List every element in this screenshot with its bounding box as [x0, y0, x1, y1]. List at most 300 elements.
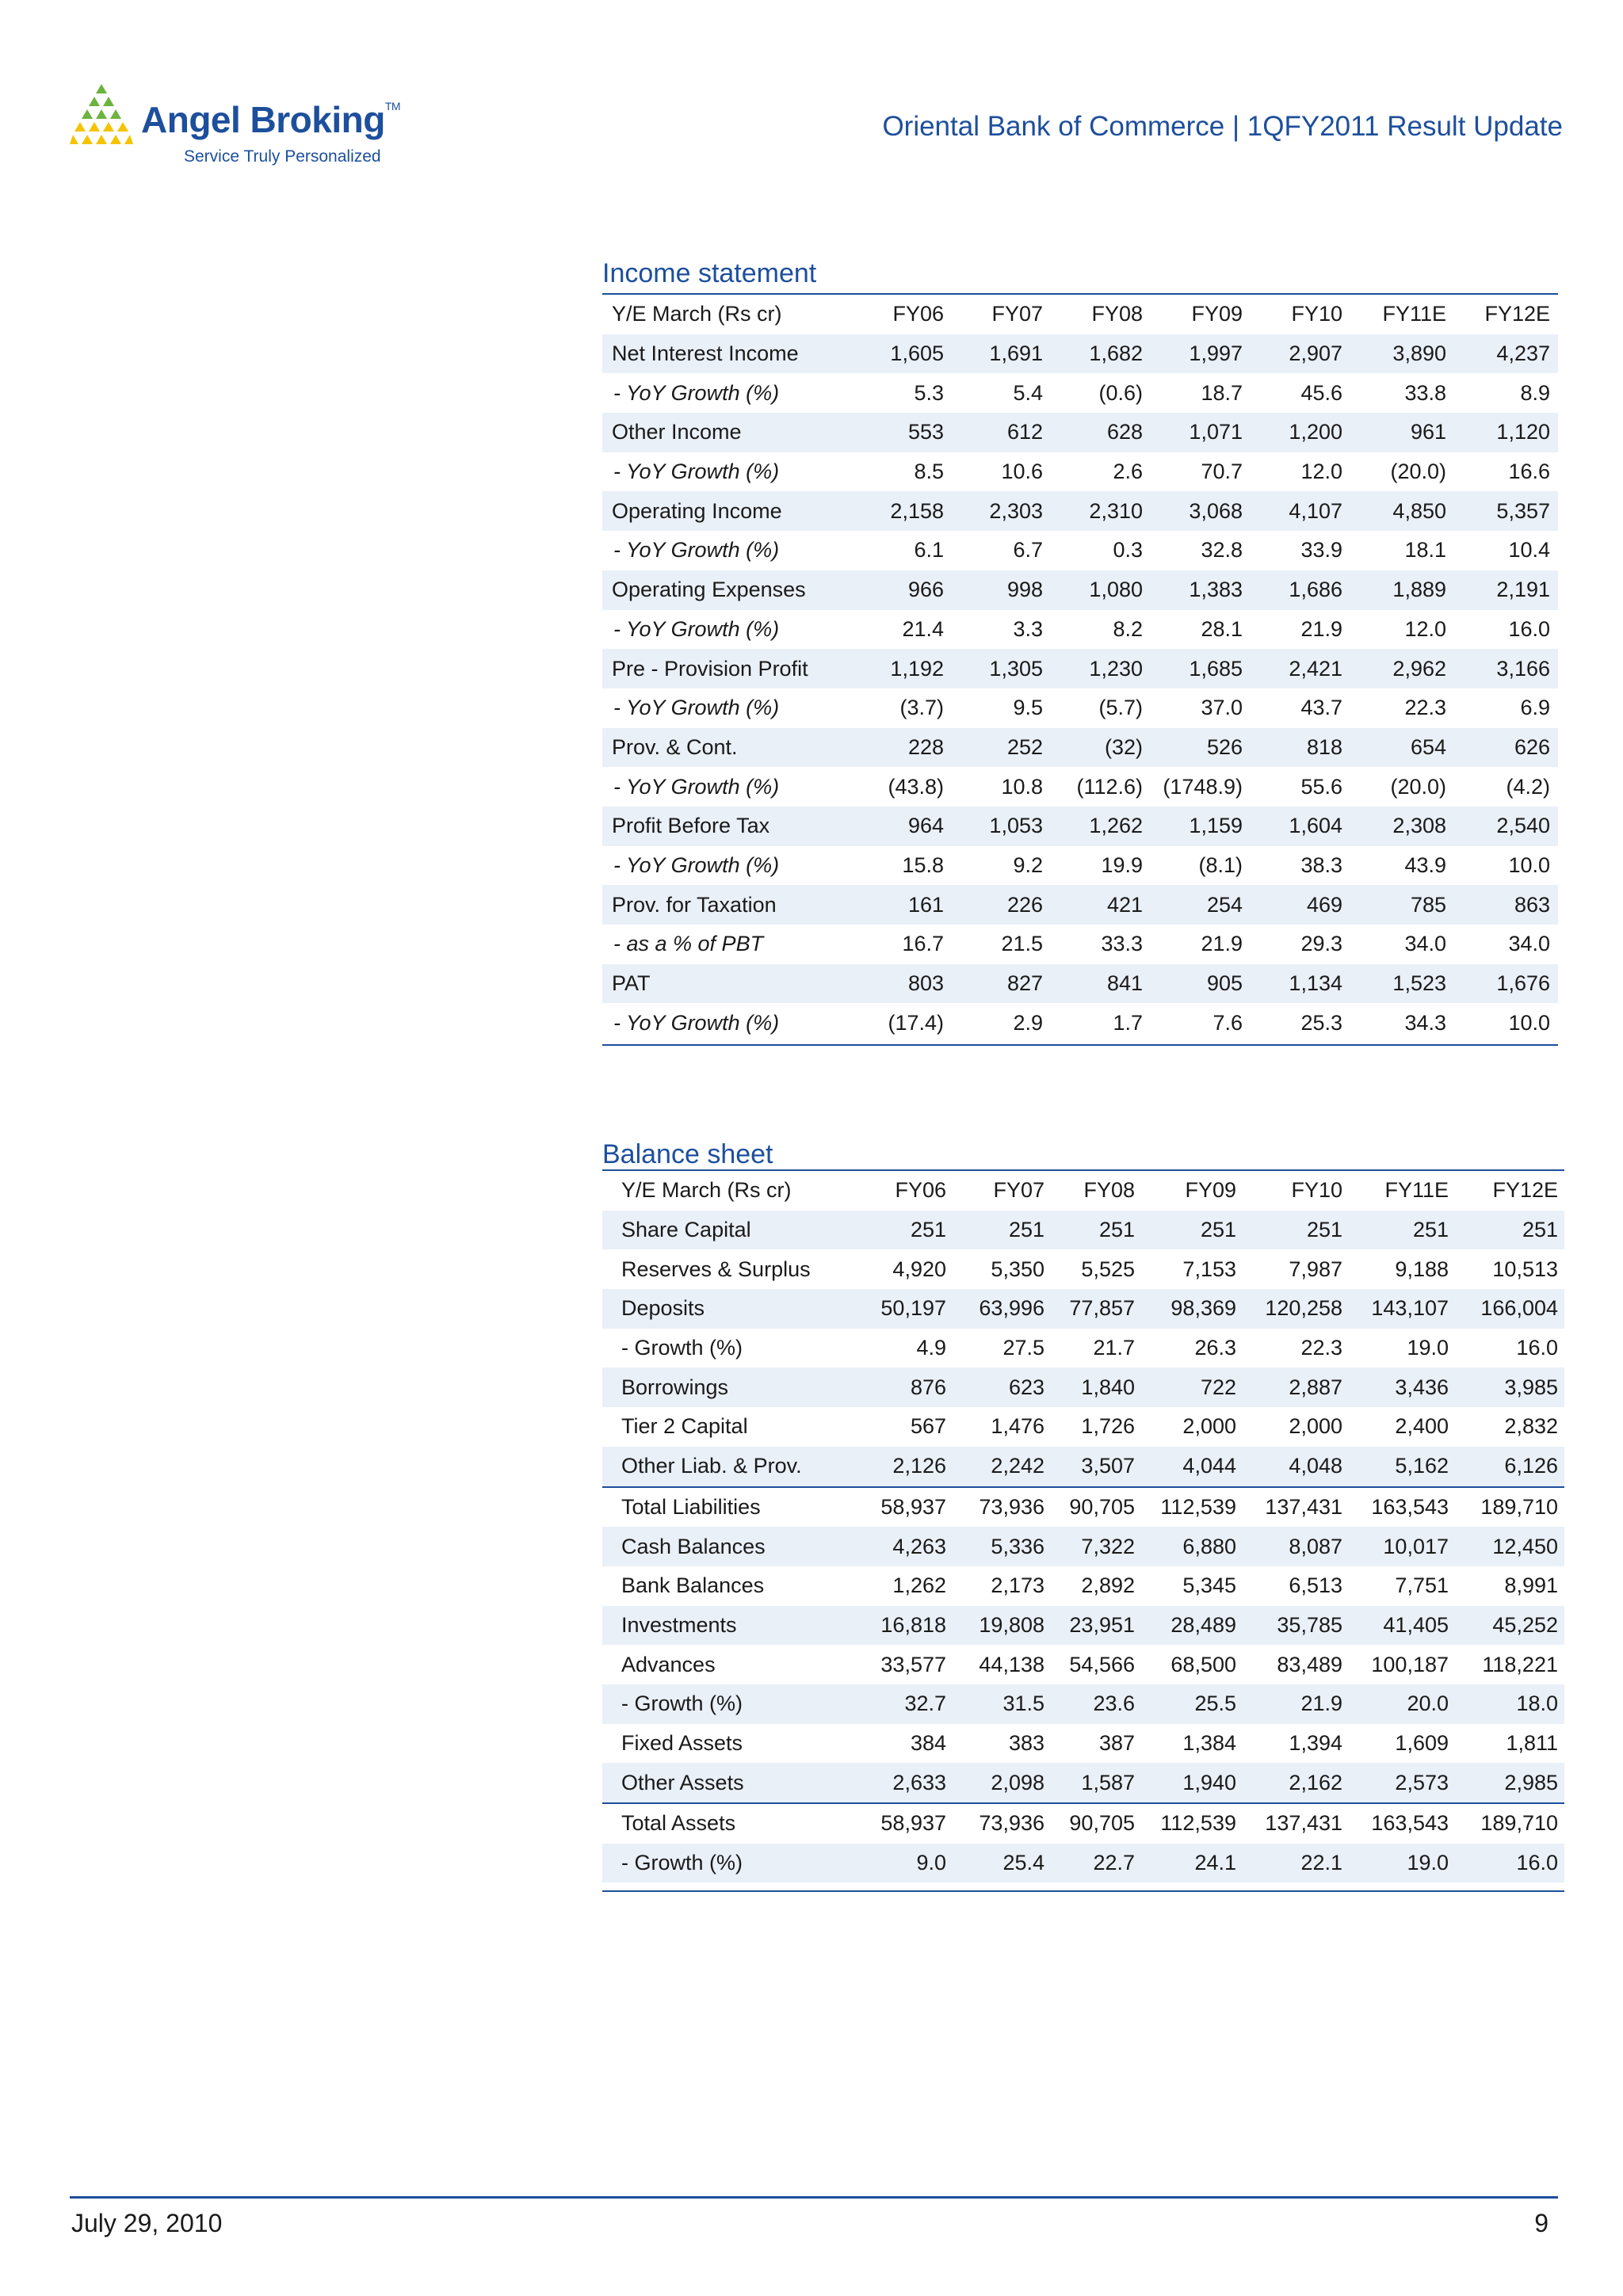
table-row [602, 531, 1558, 570]
row-label: - Growth (%) [621, 1336, 743, 1360]
row-label: Profit Before Tax [602, 807, 848, 846]
table-cell: 23,951 [1051, 1606, 1141, 1646]
table-cell: 841 [1051, 964, 1151, 1004]
table-row [602, 688, 1558, 728]
table-cell: 45.6 [1300, 380, 1342, 405]
table-cell: 1,159 [1151, 807, 1251, 846]
table-cell: 1,609 [1395, 1730, 1449, 1755]
table-cell: 33,577 [880, 1652, 946, 1676]
table-cell: 2,310 [1051, 491, 1151, 531]
table-cell: 4,048 [1243, 1447, 1349, 1487]
row-label: Prov. for Taxation [602, 885, 848, 925]
table-cell: 905 [1151, 964, 1251, 1004]
row-label: Other Income [602, 413, 848, 452]
table-cell: 226 [952, 885, 1051, 925]
table-cell: 251 [953, 1211, 1051, 1250]
table-row [602, 334, 1558, 374]
table-cell: 6.1 [914, 538, 944, 563]
table-cell: 10.8 [1001, 774, 1043, 799]
table-cell: 189,710 [1455, 1487, 1564, 1527]
table-cell: 26.3 [1194, 1336, 1236, 1360]
table-cell: 966 [848, 570, 952, 610]
table-cell: 32.8 [1201, 538, 1243, 563]
table-cell: 90,705 [1051, 1487, 1141, 1527]
column-header-year: FY08 [1091, 302, 1143, 326]
table-cell: 251 [1243, 1211, 1349, 1250]
balance-sheet-table [602, 1171, 1564, 1882]
table-cell: 77,857 [1051, 1289, 1141, 1329]
row-label: - Growth (%) [602, 1684, 846, 1724]
income-statement-title: Income statement [602, 258, 817, 288]
row-label: Operating Expenses [602, 570, 848, 610]
brand-tagline: Service Truly Personalized [184, 147, 381, 166]
table-cell: 27.5 [1002, 1336, 1044, 1360]
table-row [602, 846, 1558, 886]
table-cell: 90,705 [1051, 1803, 1141, 1844]
table-cell: (0.6) [1098, 380, 1143, 405]
footer-rule [70, 2196, 1558, 2199]
row-label: Share Capital [602, 1211, 846, 1250]
table-cell: 38.3 [1300, 852, 1342, 877]
table-cell: 3.3 [1013, 616, 1043, 641]
table-cell: (1748.9) [1163, 774, 1243, 799]
table-cell: 1,605 [848, 334, 952, 374]
column-header-year: FY09 [1191, 302, 1243, 326]
row-label: Borrowings [602, 1367, 846, 1407]
column-header-year: FY12E [1492, 1178, 1558, 1203]
row-label: Prov. & Cont. [602, 728, 848, 768]
table-cell: 0.3 [1113, 538, 1143, 563]
table-cell: 3,166 [1454, 649, 1558, 688]
row-label: - YoY Growth (%) [613, 380, 780, 405]
table-cell: 1,053 [952, 807, 1051, 846]
table-cell: 3,068 [1151, 491, 1251, 531]
row-label: - YoY Growth (%) [613, 852, 780, 877]
table-cell: 12.0 [1404, 616, 1446, 641]
table-header-row [602, 1171, 1564, 1211]
row-label: Advances [621, 1652, 716, 1676]
table-cell: 1,587 [1051, 1763, 1141, 1803]
table-cell: 2,907 [1251, 334, 1350, 374]
table-header-row [602, 295, 1558, 334]
table-cell: 8,087 [1243, 1527, 1349, 1566]
brand-name: Angel Broking™ [141, 99, 401, 140]
table-cell: 21.9 [1300, 616, 1342, 641]
table-row [602, 1724, 1564, 1764]
table-cell: 189,710 [1455, 1803, 1564, 1844]
table-cell: 2,098 [953, 1763, 1051, 1803]
table-cell: 3,985 [1455, 1367, 1564, 1407]
table-cell: 1,383 [1151, 570, 1251, 610]
table-cell: 254 [1151, 885, 1251, 925]
table-cell: 6,126 [1455, 1447, 1564, 1487]
table-cell: (43.8) [888, 774, 944, 799]
balance-sheet-title: Balance sheet [602, 1139, 773, 1169]
table-cell: 1,840 [1051, 1367, 1141, 1407]
table-cell: 722 [1141, 1367, 1243, 1407]
table-row [602, 1487, 1564, 1527]
table-cell: 31.5 [953, 1684, 1051, 1724]
table-cell: 10,513 [1492, 1257, 1558, 1281]
table-row [602, 1606, 1564, 1646]
table-cell: 83,489 [1277, 1652, 1342, 1676]
table-cell: (20.0) [1390, 460, 1446, 484]
table-cell: 58,937 [846, 1487, 953, 1527]
table-cell: 21.5 [1001, 932, 1043, 956]
table-row [602, 1289, 1564, 1329]
row-label: Bank Balances [621, 1573, 765, 1598]
table-cell: 18.1 [1404, 538, 1446, 563]
table-cell: 1,686 [1251, 570, 1350, 610]
table-row [602, 610, 1558, 650]
table-cell: 5.4 [1013, 380, 1043, 405]
row-label: - YoY Growth (%) [613, 616, 780, 641]
table-cell: 20.0 [1349, 1684, 1455, 1724]
table-cell: 1.7 [1113, 1010, 1143, 1035]
table-cell: 526 [1151, 728, 1251, 768]
table-cell: 22.1 [1243, 1844, 1349, 1883]
income-statement-bottom-rule [602, 1044, 1558, 1046]
table-cell: 964 [848, 807, 952, 846]
table-cell: 1,726 [1081, 1414, 1135, 1439]
table-cell: 43.7 [1300, 696, 1342, 720]
row-label: - YoY Growth (%) [613, 696, 780, 720]
table-row [602, 1447, 1564, 1487]
table-cell: 228 [848, 728, 952, 768]
row-label: Cash Balances [602, 1527, 846, 1566]
table-cell: 9.2 [1013, 852, 1043, 877]
table-cell: 58,937 [846, 1803, 953, 1844]
table-cell: 137,431 [1243, 1487, 1349, 1527]
table-cell: 22.3 [1300, 1336, 1342, 1360]
table-cell: 998 [952, 570, 1051, 610]
table-cell: 2,308 [1350, 807, 1454, 846]
table-cell: 33.9 [1300, 538, 1342, 563]
table-cell: 1,230 [1051, 649, 1151, 688]
table-cell: 120,258 [1243, 1289, 1349, 1329]
row-label: - YoY Growth (%) [613, 538, 780, 563]
table-cell: 7.6 [1212, 1010, 1243, 1035]
table-cell: (3.7) [899, 696, 944, 720]
table-cell: 251 [1051, 1211, 1141, 1250]
page-number: 9 [1534, 2209, 1549, 2237]
table-cell: 6,513 [1289, 1573, 1342, 1598]
table-cell: 28.1 [1201, 616, 1243, 641]
row-label: Operating Income [602, 491, 848, 531]
table-cell: 2,000 [1289, 1414, 1342, 1439]
table-cell: 50,197 [846, 1289, 953, 1329]
table-cell: 10.0 [1508, 852, 1550, 877]
balance-sheet-bottom-rule [602, 1890, 1564, 1892]
table-cell: 1,997 [1151, 334, 1251, 374]
table-cell: 41,405 [1349, 1606, 1455, 1646]
table-cell: 23.6 [1051, 1684, 1141, 1724]
row-label: Investments [602, 1606, 846, 1646]
table-cell: 18.0 [1455, 1684, 1564, 1724]
column-header-year: FY06 [895, 1178, 946, 1203]
table-cell: 567 [910, 1414, 946, 1439]
column-header-year: FY10 [1291, 302, 1342, 326]
row-label: Total Liabilities [602, 1487, 846, 1527]
column-header-label: Y/E March (Rs cr) [612, 302, 782, 326]
table-cell: 16,818 [846, 1606, 953, 1646]
table-cell: 161 [848, 885, 952, 925]
table-cell: 2,633 [846, 1763, 953, 1803]
table-cell: 4,263 [846, 1527, 953, 1566]
table-cell: 2,832 [1504, 1414, 1558, 1439]
row-label: Total Assets [602, 1803, 846, 1844]
table-cell: 98,369 [1141, 1289, 1243, 1329]
table-row [602, 649, 1558, 688]
table-row [602, 1645, 1564, 1684]
table-cell: 803 [848, 964, 952, 1004]
table-cell: 251 [1141, 1211, 1243, 1250]
row-label: Other Assets [602, 1763, 846, 1803]
report-title: Oriental Bank of Commerce | 1QFY2011 Result Update [882, 111, 1563, 142]
table-cell: 785 [1350, 885, 1454, 925]
table-cell: 16.7 [902, 932, 944, 956]
table-cell: 163,543 [1349, 1803, 1455, 1844]
table-cell: 10.6 [1001, 460, 1043, 484]
table-cell: 1,523 [1350, 964, 1454, 1004]
table-cell: 863 [1454, 885, 1558, 925]
table-cell: 251 [1455, 1211, 1564, 1250]
table-cell: 1,305 [952, 649, 1051, 688]
table-cell: 383 [1008, 1730, 1044, 1755]
row-label: Net Interest Income [602, 334, 848, 374]
table-cell: 5,345 [1182, 1573, 1236, 1598]
table-row [602, 767, 1558, 807]
table-cell: 33.8 [1404, 380, 1446, 405]
column-header-year: FY09 [1185, 1178, 1236, 1203]
table-cell: 7,153 [1182, 1257, 1236, 1281]
table-row [602, 964, 1558, 1004]
table-cell: 12,450 [1455, 1527, 1564, 1566]
table-cell: (5.7) [1098, 696, 1143, 720]
table-cell: 2,173 [991, 1573, 1044, 1598]
table-cell: 626 [1454, 728, 1558, 768]
table-cell: 166,004 [1455, 1289, 1564, 1329]
table-cell: 1,811 [1506, 1730, 1558, 1755]
row-label: - as a % of PBT [613, 932, 764, 956]
row-label: Fixed Assets [621, 1730, 743, 1755]
row-label: - YoY Growth (%) [613, 774, 780, 799]
table-cell: 1,476 [991, 1414, 1044, 1439]
trademark-mark: TM [384, 100, 401, 113]
table-row [602, 1211, 1564, 1250]
table-cell: 1,192 [848, 649, 952, 688]
row-label: Pre - Provision Profit [602, 649, 848, 688]
table-cell: 1,889 [1350, 570, 1454, 610]
table-cell: 1,134 [1251, 964, 1350, 1004]
table-row [602, 807, 1558, 846]
table-cell: 100,187 [1371, 1652, 1449, 1676]
table-cell: 623 [953, 1367, 1051, 1407]
table-cell: 827 [952, 964, 1051, 1004]
table-cell: 4,237 [1454, 334, 1558, 374]
table-row [602, 1684, 1564, 1724]
table-cell: 612 [952, 413, 1051, 452]
table-cell: 2,126 [846, 1447, 953, 1487]
table-cell: 22.3 [1404, 696, 1446, 720]
table-cell: 8.2 [1113, 616, 1143, 641]
table-cell: 3,890 [1350, 334, 1454, 374]
table-cell: 7,322 [1051, 1527, 1141, 1566]
table-cell: 6,880 [1141, 1527, 1243, 1566]
table-cell: 19.0 [1349, 1844, 1455, 1883]
table-cell: 1,262 [892, 1573, 946, 1598]
table-cell: 16.0 [1516, 1336, 1558, 1360]
table-cell: 5,525 [1081, 1257, 1135, 1281]
table-cell: 163,543 [1349, 1487, 1455, 1527]
table-row [602, 1329, 1564, 1368]
table-cell: 21.7 [1093, 1336, 1135, 1360]
table-cell: 21.9 [1243, 1684, 1349, 1724]
angel-broking-logo [70, 82, 403, 177]
table-row [602, 1566, 1564, 1606]
row-label: - YoY Growth (%) [613, 1010, 780, 1035]
table-cell: 25.4 [953, 1844, 1051, 1883]
table-cell: 818 [1251, 728, 1350, 768]
table-cell: 1,682 [1051, 334, 1151, 374]
table-cell: 1,200 [1251, 413, 1350, 452]
table-cell: 2,985 [1455, 1763, 1564, 1803]
table-cell: 45,252 [1455, 1606, 1564, 1646]
table-cell: 15.8 [902, 852, 944, 877]
table-row [602, 491, 1558, 531]
table-cell: 1,080 [1051, 570, 1151, 610]
table-cell: 2,303 [952, 491, 1051, 531]
table-cell: 9.5 [1013, 696, 1043, 720]
table-cell: 251 [846, 1211, 953, 1250]
table-cell: 24.1 [1141, 1844, 1243, 1883]
table-cell: 8,991 [1504, 1573, 1558, 1598]
table-cell: 32.7 [846, 1684, 953, 1724]
table-cell: 118,221 [1482, 1652, 1558, 1676]
table-cell: 421 [1051, 885, 1151, 925]
table-cell: 16.0 [1508, 616, 1550, 641]
table-cell: 2,540 [1454, 807, 1558, 846]
income-statement-table [602, 295, 1558, 1043]
table-cell: 44,138 [979, 1652, 1044, 1676]
table-cell: (8.1) [1198, 852, 1243, 877]
table-cell: 10,017 [1349, 1527, 1455, 1566]
table-cell: 4,107 [1251, 491, 1350, 531]
table-row [602, 1367, 1564, 1407]
table-row [602, 452, 1558, 492]
table-row [602, 728, 1558, 768]
table-cell: 33.3 [1101, 932, 1143, 956]
table-cell: (112.6) [1076, 774, 1143, 799]
table-cell: 5,350 [991, 1257, 1044, 1281]
table-cell: 43.9 [1404, 852, 1446, 877]
table-row [602, 570, 1558, 610]
table-cell: 2,573 [1349, 1763, 1455, 1803]
column-header-year: FY06 [892, 302, 944, 326]
table-cell: 137,431 [1243, 1803, 1349, 1844]
table-cell: 25.5 [1141, 1684, 1243, 1724]
table-cell: 3,507 [1051, 1447, 1141, 1487]
table-cell: 112,539 [1141, 1803, 1243, 1844]
table-cell: 8.5 [914, 460, 944, 484]
table-cell: (17.4) [888, 1010, 944, 1035]
table-cell: (20.0) [1390, 774, 1446, 799]
table-cell: 9,188 [1395, 1257, 1449, 1281]
row-label: - YoY Growth (%) [613, 460, 780, 484]
table-cell: 34.0 [1404, 932, 1446, 956]
column-header-year: FY10 [1291, 1178, 1342, 1203]
table-cell: 1,604 [1251, 807, 1350, 846]
table-cell: 8.9 [1520, 380, 1550, 405]
table-cell: 54,566 [1069, 1652, 1135, 1676]
table-cell: 5,336 [953, 1527, 1051, 1566]
table-cell: (32) [1051, 728, 1151, 768]
table-row [602, 373, 1558, 413]
table-cell: 384 [910, 1730, 946, 1755]
table-cell: 9.0 [846, 1844, 953, 1883]
table-cell: 4,044 [1141, 1447, 1243, 1487]
table-cell: 628 [1051, 413, 1151, 452]
table-cell: 2,158 [848, 491, 952, 531]
row-label: PAT [602, 964, 848, 1004]
table-cell: 654 [1350, 728, 1454, 768]
table-row [602, 885, 1558, 925]
table-cell: 2,887 [1243, 1367, 1349, 1407]
table-cell: 2,000 [1182, 1414, 1236, 1439]
table-cell: 73,936 [953, 1487, 1051, 1527]
table-cell: 1,691 [952, 334, 1051, 374]
table-cell: 37.0 [1201, 696, 1243, 720]
column-header-year: FY07 [993, 1178, 1044, 1203]
table-cell: 6.9 [1520, 696, 1550, 720]
table-cell: 25.3 [1300, 1010, 1342, 1035]
table-cell: 6.7 [1013, 538, 1043, 563]
table-cell: 2,162 [1243, 1763, 1349, 1803]
column-header-year: FY08 [1083, 1178, 1135, 1203]
table-cell: 5.3 [914, 380, 944, 405]
table-cell: 19.0 [1407, 1336, 1449, 1360]
table-row [602, 1763, 1564, 1803]
table-cell: 1,685 [1151, 649, 1251, 688]
table-cell: 21.9 [1201, 932, 1243, 956]
table-cell: 4,850 [1350, 491, 1454, 531]
table-cell: 68,500 [1170, 1652, 1236, 1676]
table-cell: 1,262 [1051, 807, 1151, 846]
table-cell: 1,120 [1454, 413, 1558, 452]
table-cell: 2,242 [953, 1447, 1051, 1487]
table-cell: 1,676 [1454, 964, 1558, 1004]
table-cell: 70.7 [1201, 460, 1243, 484]
table-cell: 553 [848, 413, 952, 452]
table-cell: 387 [1098, 1730, 1135, 1755]
column-header-year: FY11E [1384, 1178, 1449, 1203]
table-cell: 112,539 [1141, 1487, 1243, 1527]
table-cell: 12.0 [1300, 460, 1342, 484]
table-cell: 16.6 [1508, 460, 1550, 484]
table-cell: 63,996 [953, 1289, 1051, 1329]
table-cell: 4.9 [916, 1336, 946, 1360]
table-cell: 7,751 [1395, 1573, 1449, 1598]
table-row [602, 1803, 1564, 1844]
table-cell: 73,936 [953, 1803, 1051, 1844]
table-cell: 29.3 [1300, 932, 1342, 956]
table-cell: 5,162 [1349, 1447, 1455, 1487]
table-cell: 55.6 [1300, 774, 1342, 799]
row-label: - Growth (%) [602, 1844, 846, 1883]
table-cell: 4,920 [892, 1257, 946, 1281]
table-row [602, 413, 1558, 452]
table-cell: 143,107 [1349, 1289, 1455, 1329]
